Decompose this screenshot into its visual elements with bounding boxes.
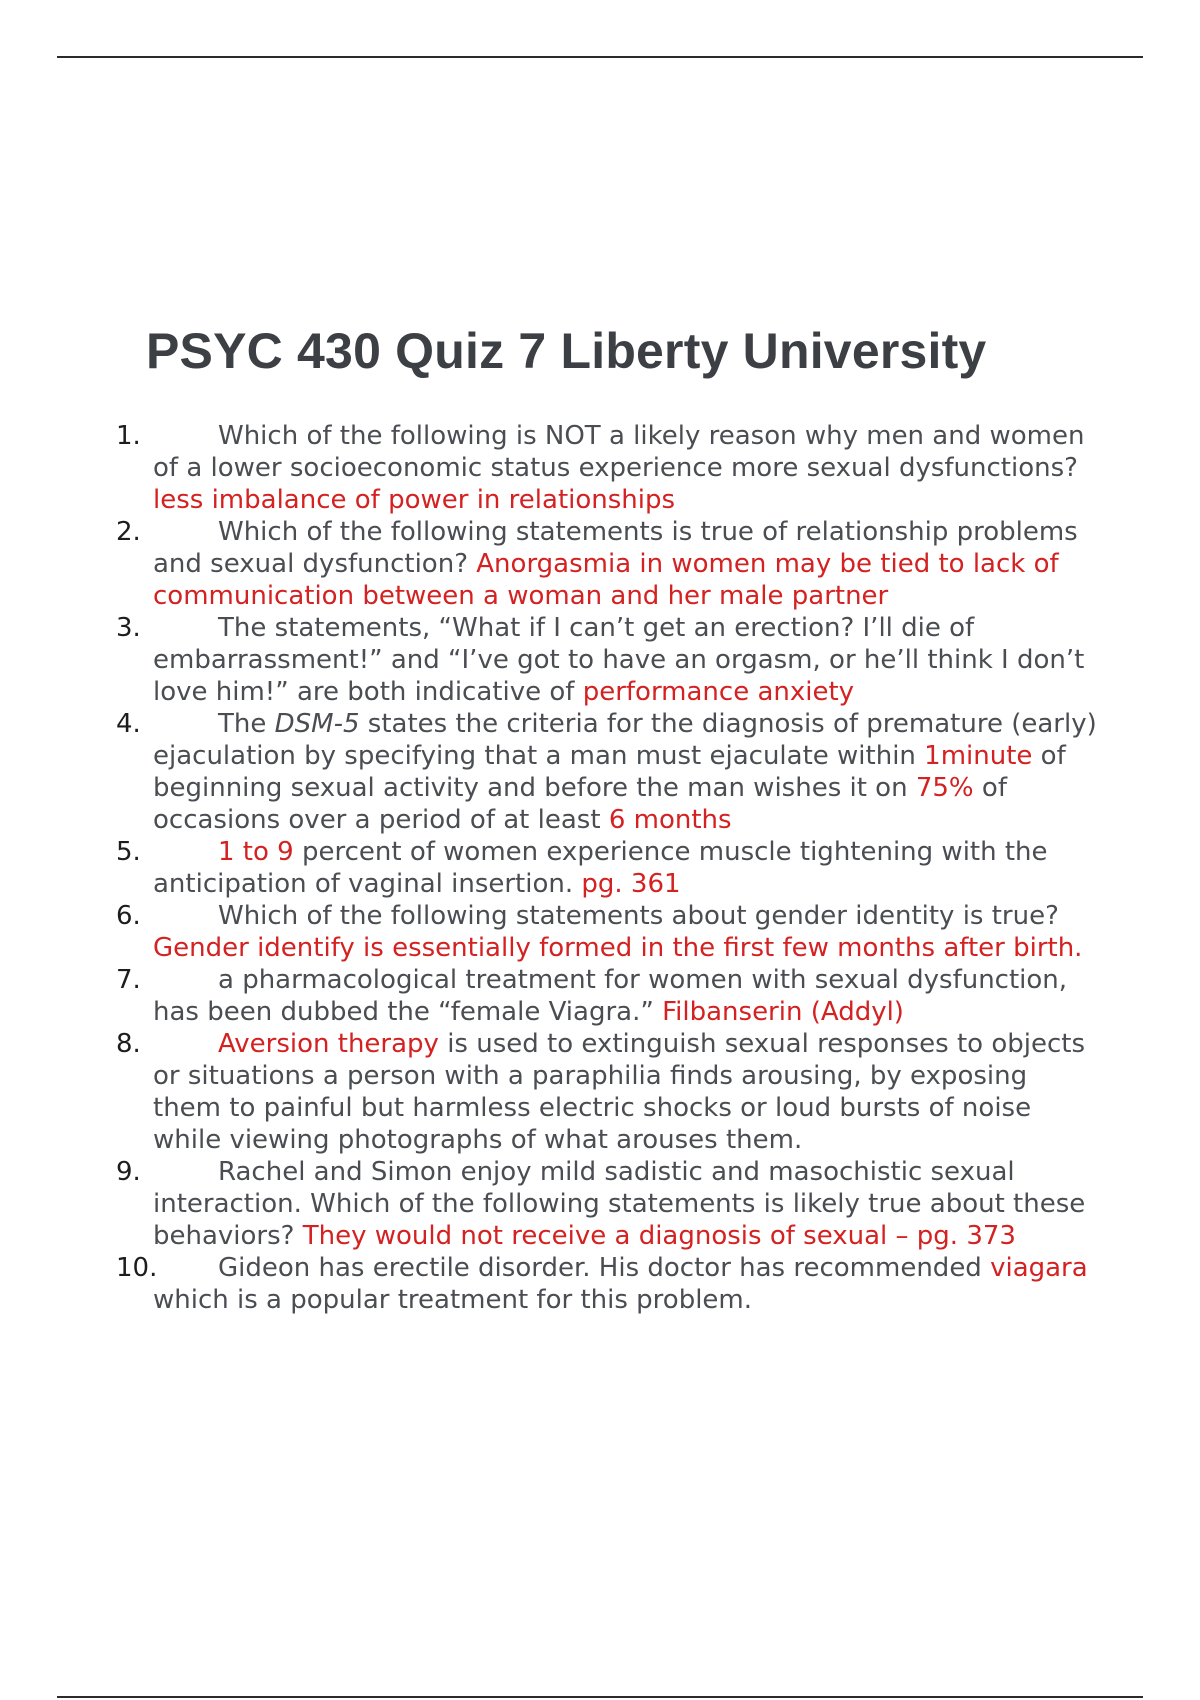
question-3 [0,612,1200,708]
question-text: Which of the following statements about gender identity is true? [218,901,1059,931]
question-text: The [218,709,275,739]
answer-text: Gender identify is essentially formed in the first few months after birth. [153,933,1083,963]
question-1 [0,420,1200,516]
answer-text: less imbalance of power in relationships [153,485,676,515]
answer-text: Anorgasmia in women may be tied to lack of communication between a woman and her male partner [153,549,1059,611]
question-9 [0,1156,1200,1252]
question-number: 10. [116,1253,158,1283]
question-number: 9. [116,1157,141,1187]
question-2 [0,516,1200,612]
question-5 [0,836,1200,900]
page-title: PSYC 430 Quiz 7 Liberty University [146,323,987,379]
answer-text: 1minute [924,741,1033,771]
question-text: Which of the following statements is true of relationship problems and sexual dysfunction? [153,517,1078,579]
question-8 [0,1028,1200,1156]
answer-text: They would not receive a diagnosis of sexual – pg. 373 [302,1221,1016,1251]
question-number: 1. [116,421,141,451]
question-number: 7. [116,965,141,995]
answer-text: Filbanserin (Addyl) [662,997,904,1027]
answer-text: 75% [915,773,974,803]
answer-text: viagara [990,1253,1088,1283]
question-number: 3. [116,613,141,643]
question-list [0,420,1200,1316]
question-text: The statements, “What if I can’t get an erection? I’ll die of embarrassment!” and “I’ve got to have an orgasm, or he’ll think I don’t love him!” are both indicative of [153,613,1085,707]
answer-text: Aversion therapy [218,1029,439,1059]
top-rule [57,56,1143,58]
question-number: 4. [116,709,141,739]
question-text: which is a popular treatment for this problem. [153,1285,753,1315]
question-text: Rachel and Simon enjoy mild sadistic and masochistic sexual interaction. Which of the following statements is likely true about these behaviors? [153,1157,1086,1251]
question-text: of beginning sexual activity and before the man wishes it on [153,741,1066,803]
question-6 [0,900,1200,964]
answer-text: pg. 361 [581,869,681,899]
bottom-rule [57,1696,1143,1698]
answer-text: 1 to 9 [218,837,294,867]
question-number: 8. [116,1029,141,1059]
question-4 [0,708,1200,836]
answer-text: 6 months [608,805,732,835]
question-number: 5. [116,837,141,867]
question-7 [0,964,1200,1028]
question-text: is used to extinguish sexual responses to objects or situations a person with a paraphilia finds arousing, by exposing them to painful but harmless electric shocks or loud bursts of noise while viewing photographs of what arouses them. [153,1029,1086,1155]
question-number: 2. [116,517,141,547]
question-text: of occasions over a period of at least [153,773,1007,835]
answer-text: performance anxiety [582,677,855,707]
question-text: Which of the following is NOT a likely reason why men and women of a lower socioeconomic status experience more sexual dysfunctions? [153,421,1085,483]
question-10 [0,1252,1200,1316]
question-text: percent of women experience muscle tightening with the anticipation of vaginal insertion. [153,837,1048,899]
question-text-italic: DSM-5 [274,709,360,739]
question-text: a pharmacological treatment for women with sexual dysfunction, has been dubbed the “female Viagra.” [153,965,1068,1027]
question-number: 6. [116,901,141,931]
question-text: Gideon has erectile disorder. His doctor has recommended [218,1253,991,1283]
question-text: states the criteria for the diagnosis of premature (early) ejaculation by specifying that a man must ejaculate within [153,709,1097,771]
